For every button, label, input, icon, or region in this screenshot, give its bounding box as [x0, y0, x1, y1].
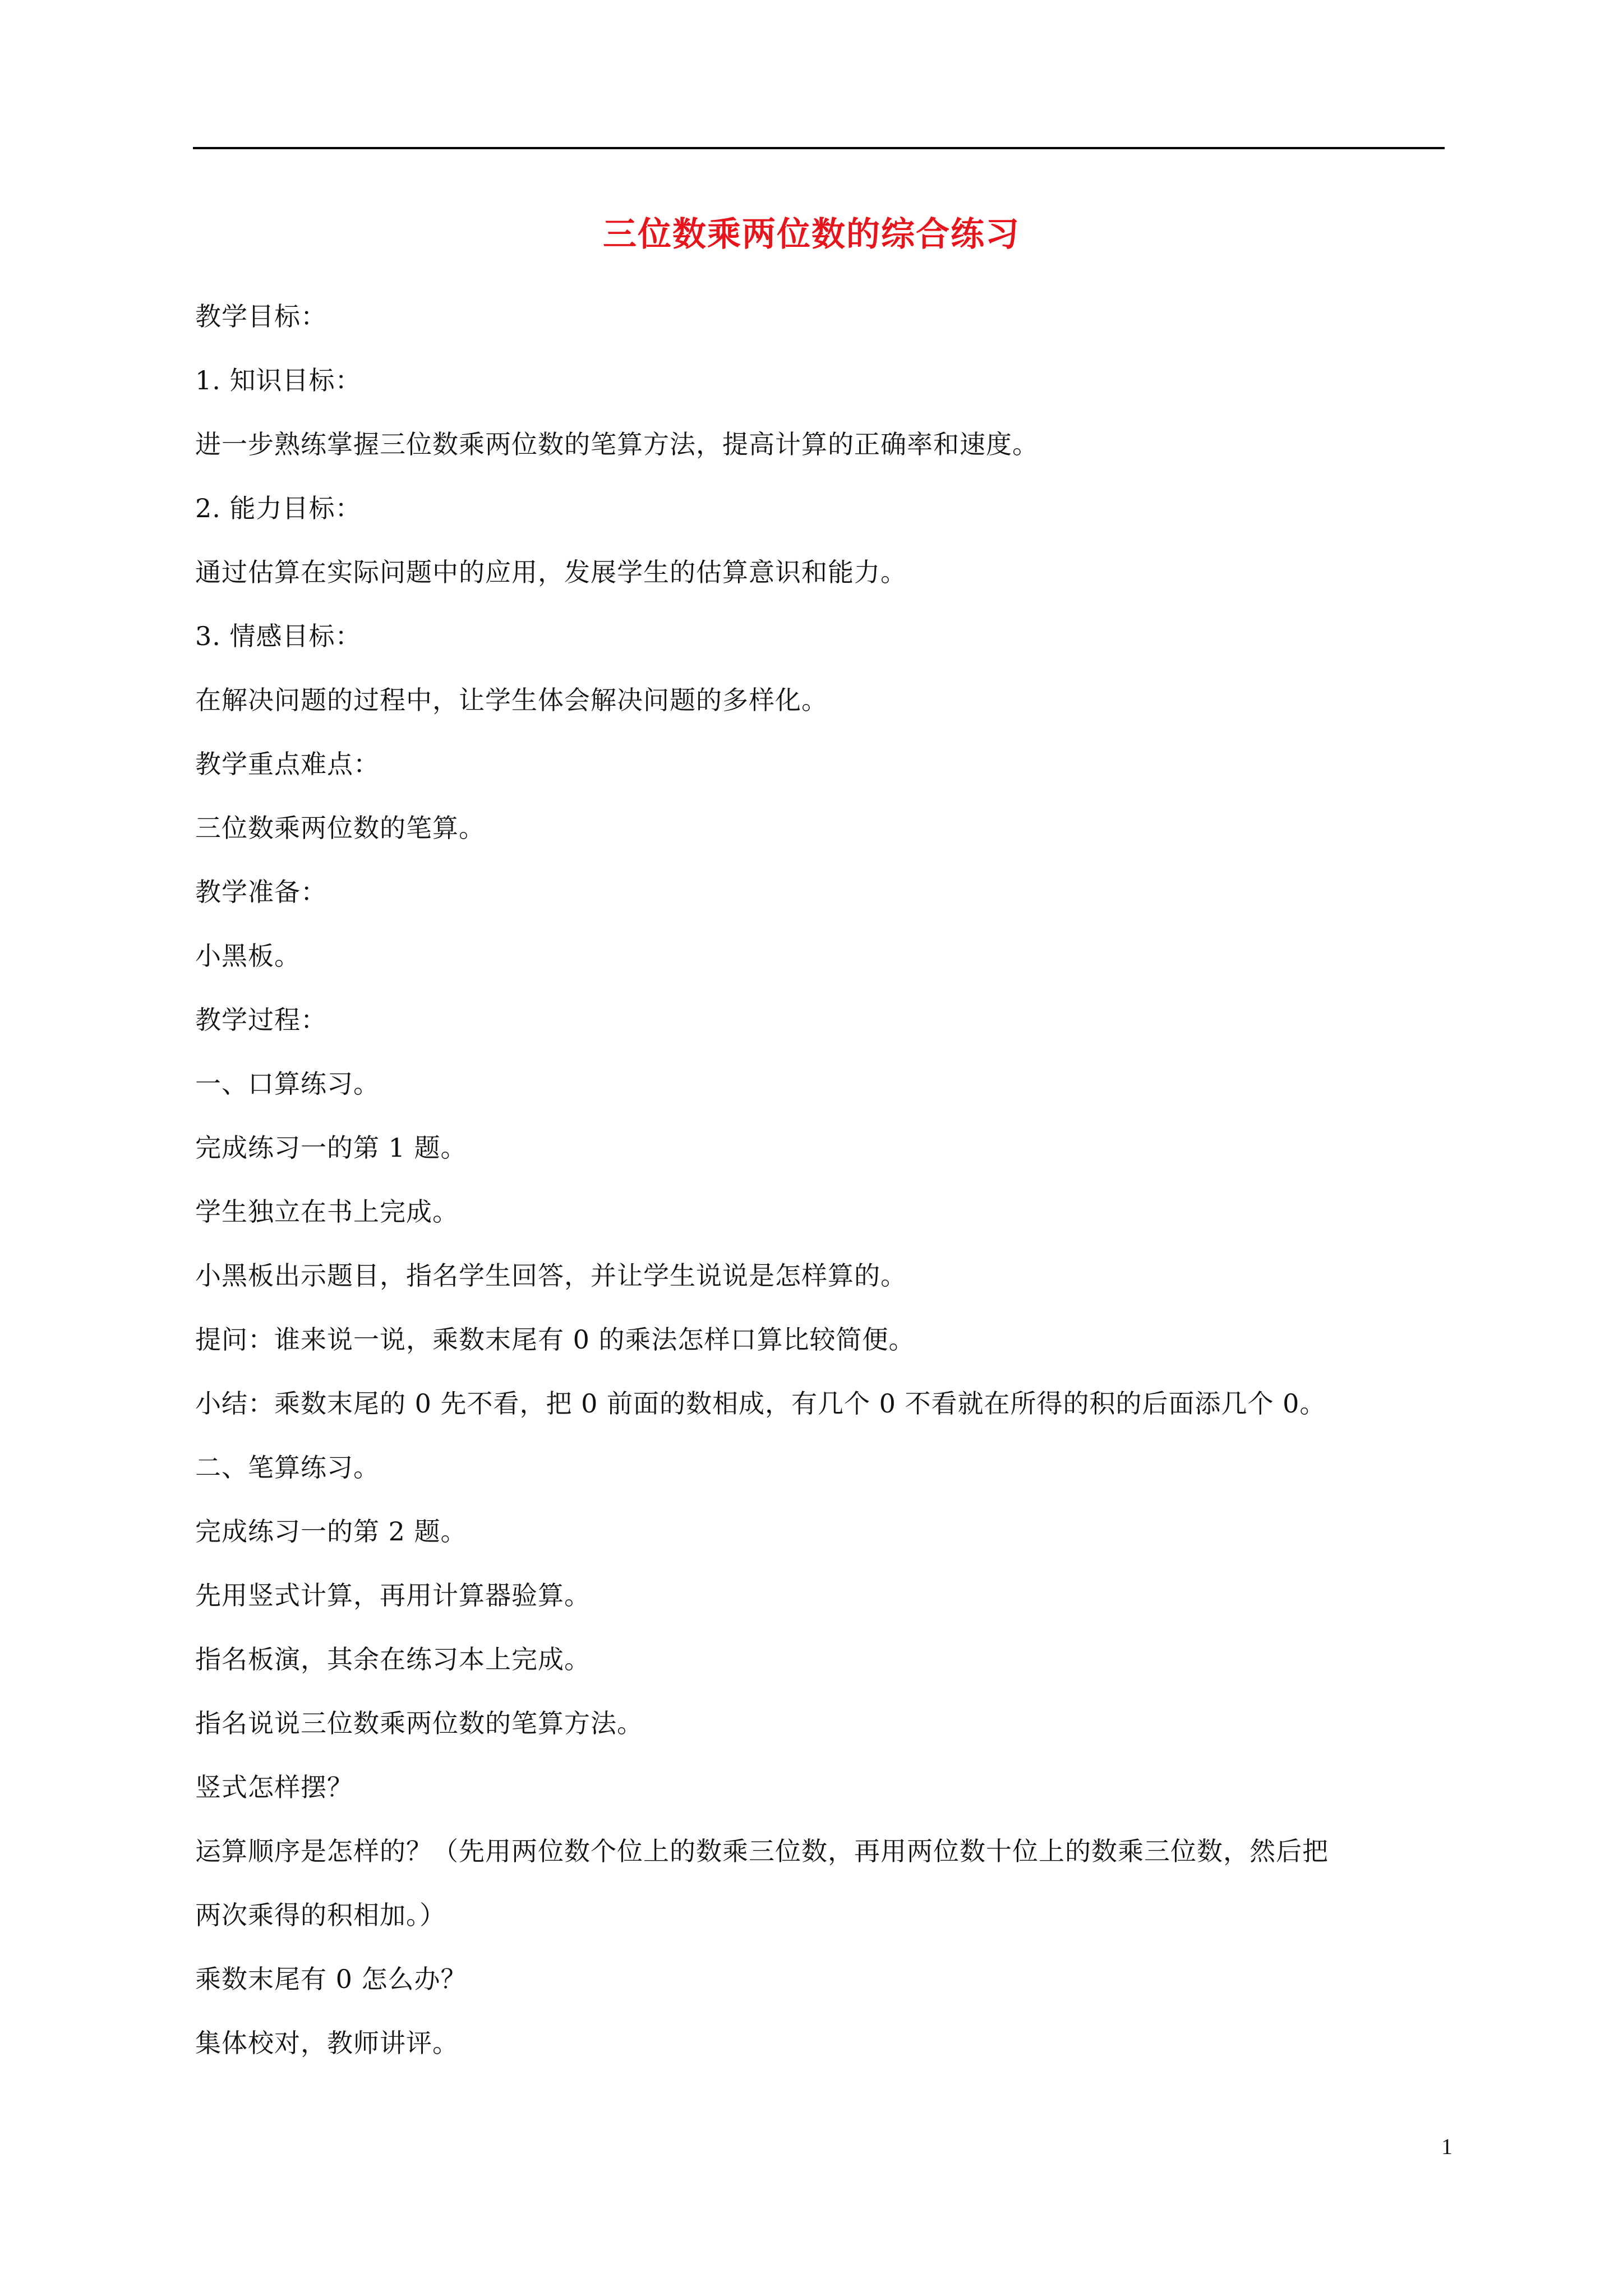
- section-heading-key-points: 教学重点难点：: [195, 749, 380, 779]
- paragraph-line: 学生独立在书上完成。: [195, 1197, 459, 1227]
- paragraph-line: 乘数末尾有 0 怎么办？: [195, 1964, 467, 1994]
- section-heading-teaching-goals: 教学目标：: [195, 301, 327, 332]
- paragraph-line: 集体校对，教师讲评。: [195, 2028, 459, 2058]
- goal-ability-heading: 2. 能力目标：: [195, 493, 362, 523]
- paragraph-line: 指名说说三位数乘两位数的笔算方法。: [195, 1708, 643, 1738]
- paragraph-line: 运算顺序是怎样的？（先用两位数个位上的数乘三位数，再用两位数十位上的数乘三位数，然后把: [195, 1836, 1329, 1866]
- paragraph-line: 小结：乘数末尾的 0 先不看，把 0 前面的数相成，有几个 0 不看就在所得的积的后面添几个 0。: [195, 1388, 1326, 1419]
- preparation-text: 小黑板。: [195, 941, 301, 971]
- goal-knowledge-heading: 1. 知识目标：: [195, 365, 362, 395]
- goal-emotion-text: 在解决问题的过程中，让学生体会解决问题的多样化。: [195, 685, 828, 715]
- paragraph-line: 小黑板出示题目，指名学生回答，并让学生说说是怎样算的。: [195, 1260, 907, 1291]
- paragraph-line: 指名板演，其余在练习本上完成。: [195, 1644, 591, 1674]
- paragraph-line: 完成练习一的第 1 题。: [195, 1133, 467, 1163]
- paragraph-line: 两次乘得的积相加。）: [195, 1900, 446, 1930]
- page-number: 1: [1441, 2134, 1453, 2159]
- goal-knowledge-text: 进一步熟练掌握三位数乘两位数的笔算方法，提高计算的正确率和速度。: [195, 429, 1039, 459]
- key-points-text: 三位数乘两位数的笔算。: [195, 813, 485, 843]
- document-title: 三位数乘两位数的综合练习: [603, 215, 1020, 254]
- goal-ability-text: 通过估算在实际问题中的应用，发展学生的估算意识和能力。: [195, 557, 907, 587]
- step-written-calculation: 二、笔算练习。: [195, 1452, 380, 1483]
- paragraph-line: 完成练习一的第 2 题。: [195, 1516, 467, 1547]
- header-rule: [193, 147, 1445, 149]
- step-oral-calculation: 一、口算练习。: [195, 1069, 380, 1099]
- section-heading-process: 教学过程：: [195, 1005, 327, 1035]
- section-heading-preparation: 教学准备：: [195, 877, 327, 907]
- paragraph-line: 竖式怎样摆？: [195, 1772, 353, 1802]
- paragraph-line: 先用竖式计算，再用计算器验算。: [195, 1580, 591, 1611]
- goal-emotion-heading: 3. 情感目标：: [195, 621, 362, 651]
- paragraph-line: 提问：谁来说一说，乘数末尾有 0 的乘法怎样口算比较简便。: [195, 1324, 915, 1355]
